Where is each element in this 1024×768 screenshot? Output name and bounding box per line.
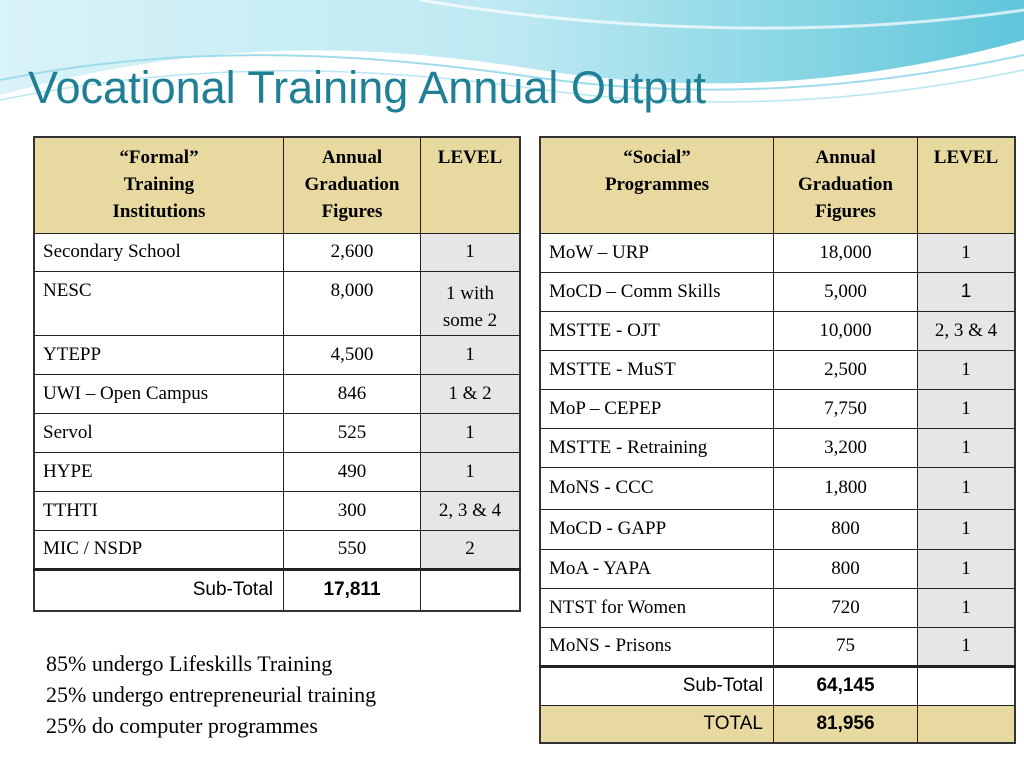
graduation-figure: 2,500 [774, 350, 918, 389]
institution-name: Servol [34, 413, 284, 452]
level-cell: 2, 3 & 4 [421, 491, 521, 530]
graduation-figure: 7,750 [774, 389, 918, 428]
total-level-empty [918, 705, 1016, 743]
table-header-row [34, 137, 520, 233]
header-line: Annual [321, 147, 383, 168]
graduation-figure: 5,000 [774, 272, 918, 311]
table-row [34, 491, 520, 530]
level-cell: 1 [918, 627, 1016, 666]
institution-name: MIC / NSDP [34, 530, 284, 569]
table-row [540, 272, 1015, 311]
table-row [540, 549, 1015, 588]
graduation-figure: 10,000 [774, 311, 918, 350]
graduation-figure: 4,500 [284, 335, 421, 374]
graduation-figure: 2,600 [284, 233, 421, 271]
header-formal-institutions [34, 137, 284, 233]
table-row [540, 350, 1015, 389]
graduation-figure: 75 [774, 627, 918, 666]
level-cell [421, 271, 521, 335]
graduation-figure: 846 [284, 374, 421, 413]
institution-name: TTHTI [34, 491, 284, 530]
total-value: 81,956 [774, 705, 918, 743]
header-social-programmes [540, 137, 774, 233]
graduation-figure: 800 [774, 509, 918, 549]
subtotal-level-empty [918, 666, 1016, 705]
note-line: 25% undergo entrepreneurial training [46, 682, 377, 707]
level-cell: 1 [918, 588, 1016, 627]
programme-name: MSTTE - OJT [540, 311, 774, 350]
table-row [34, 335, 520, 374]
graduation-figure: 1,800 [774, 467, 918, 509]
subtotal-value: 64,145 [774, 666, 918, 705]
graduation-figure: 800 [774, 549, 918, 588]
level-cell: 1 [421, 452, 521, 491]
table-row [540, 428, 1015, 467]
header-lines [35, 144, 283, 225]
header-annual-figures [774, 137, 918, 233]
level-cell: 1 [918, 467, 1016, 509]
table-row [540, 627, 1015, 666]
subtotal-value: 17,811 [284, 569, 421, 611]
table-row [540, 389, 1015, 428]
subtotal-label: Sub-Total [34, 569, 284, 611]
note-line: 85% undergo Lifeskills Training [46, 651, 333, 676]
total-row [540, 705, 1015, 743]
level-cell: 1 [918, 389, 1016, 428]
table-row [34, 271, 520, 335]
header-line: Figures [321, 201, 383, 222]
programme-name: MoA - YAPA [540, 549, 774, 588]
header-line: Graduation [304, 174, 400, 195]
graduation-figure: 490 [284, 452, 421, 491]
table-row [540, 588, 1015, 627]
level-cell: 1 [918, 233, 1016, 272]
institution-name: Secondary School [34, 233, 284, 271]
institution-name: HYPE [34, 452, 284, 491]
level-cell: 2, 3 & 4 [918, 311, 1016, 350]
graduation-figure: 18,000 [774, 233, 918, 272]
subtotal-row [34, 569, 520, 611]
header-line: LEVEL [437, 147, 503, 168]
formal-institutions-table [33, 136, 521, 612]
table-row [34, 233, 520, 271]
header-line: Training [123, 174, 195, 195]
subtotal-label: Sub-Total [540, 666, 774, 705]
institution-name: UWI – Open Campus [34, 374, 284, 413]
programme-name: MoNS - Prisons [540, 627, 774, 666]
training-notes [46, 648, 376, 741]
programme-name: MoNS - CCC [540, 467, 774, 509]
header-line: “Formal” [119, 147, 199, 168]
graduation-figure: 8,000 [284, 271, 421, 335]
institution-name: NESC [34, 271, 284, 335]
table-row [34, 374, 520, 413]
level-cell: 1 [918, 549, 1016, 588]
level-cell: 1 [918, 350, 1016, 389]
graduation-figure: 525 [284, 413, 421, 452]
programme-name: MSTTE - MuST [540, 350, 774, 389]
header-line: Institutions [112, 201, 206, 222]
graduation-figure: 550 [284, 530, 421, 569]
table-row [34, 530, 520, 569]
note-line: 25% do computer programmes [46, 713, 318, 738]
page-title: Vocational Training Annual Output [28, 62, 706, 113]
level-cell: 1 [421, 233, 521, 271]
social-programmes-table [539, 136, 1016, 744]
table-row [34, 413, 520, 452]
header-line: Figures [815, 201, 876, 222]
header-line: LEVEL [933, 147, 999, 168]
graduation-figure: 3,200 [774, 428, 918, 467]
level-cell: 1 & 2 [421, 374, 521, 413]
table-row [34, 452, 520, 491]
header-level [421, 137, 521, 233]
programme-name: MoW – URP [540, 233, 774, 272]
total-label: TOTAL [540, 705, 774, 743]
subtotal-row [540, 666, 1015, 705]
table-row [540, 233, 1015, 272]
level-line: 1 with [445, 282, 495, 304]
header-line: Annual [815, 147, 876, 168]
header-line: “Social” [623, 147, 691, 168]
level-cell: 1 [421, 413, 521, 452]
programme-name: MoCD – Comm Skills [540, 272, 774, 311]
table-header-row [540, 137, 1015, 233]
graduation-figure: 720 [774, 588, 918, 627]
level-cell: 1 [918, 272, 1016, 311]
table-row [540, 467, 1015, 509]
table-row [540, 311, 1015, 350]
institution-name: YTEPP [34, 335, 284, 374]
graduation-figure: 300 [284, 491, 421, 530]
header-annual-figures [284, 137, 421, 233]
header-level [918, 137, 1016, 233]
header-line: Programmes [604, 174, 710, 195]
programme-name: MoP – CEPEP [540, 389, 774, 428]
subtotal-level-empty [421, 569, 521, 611]
level-cell: 1 [918, 509, 1016, 549]
programme-name: MSTTE - Retraining [540, 428, 774, 467]
level-cell: 2 [421, 530, 521, 569]
level-cell: 1 [421, 335, 521, 374]
programme-name: NTST for Women [540, 588, 774, 627]
table-row [540, 509, 1015, 549]
level-cell: 1 [918, 428, 1016, 467]
level-line: some 2 [442, 309, 498, 331]
header-line: Graduation [797, 174, 894, 195]
programme-name: MoCD - GAPP [540, 509, 774, 549]
